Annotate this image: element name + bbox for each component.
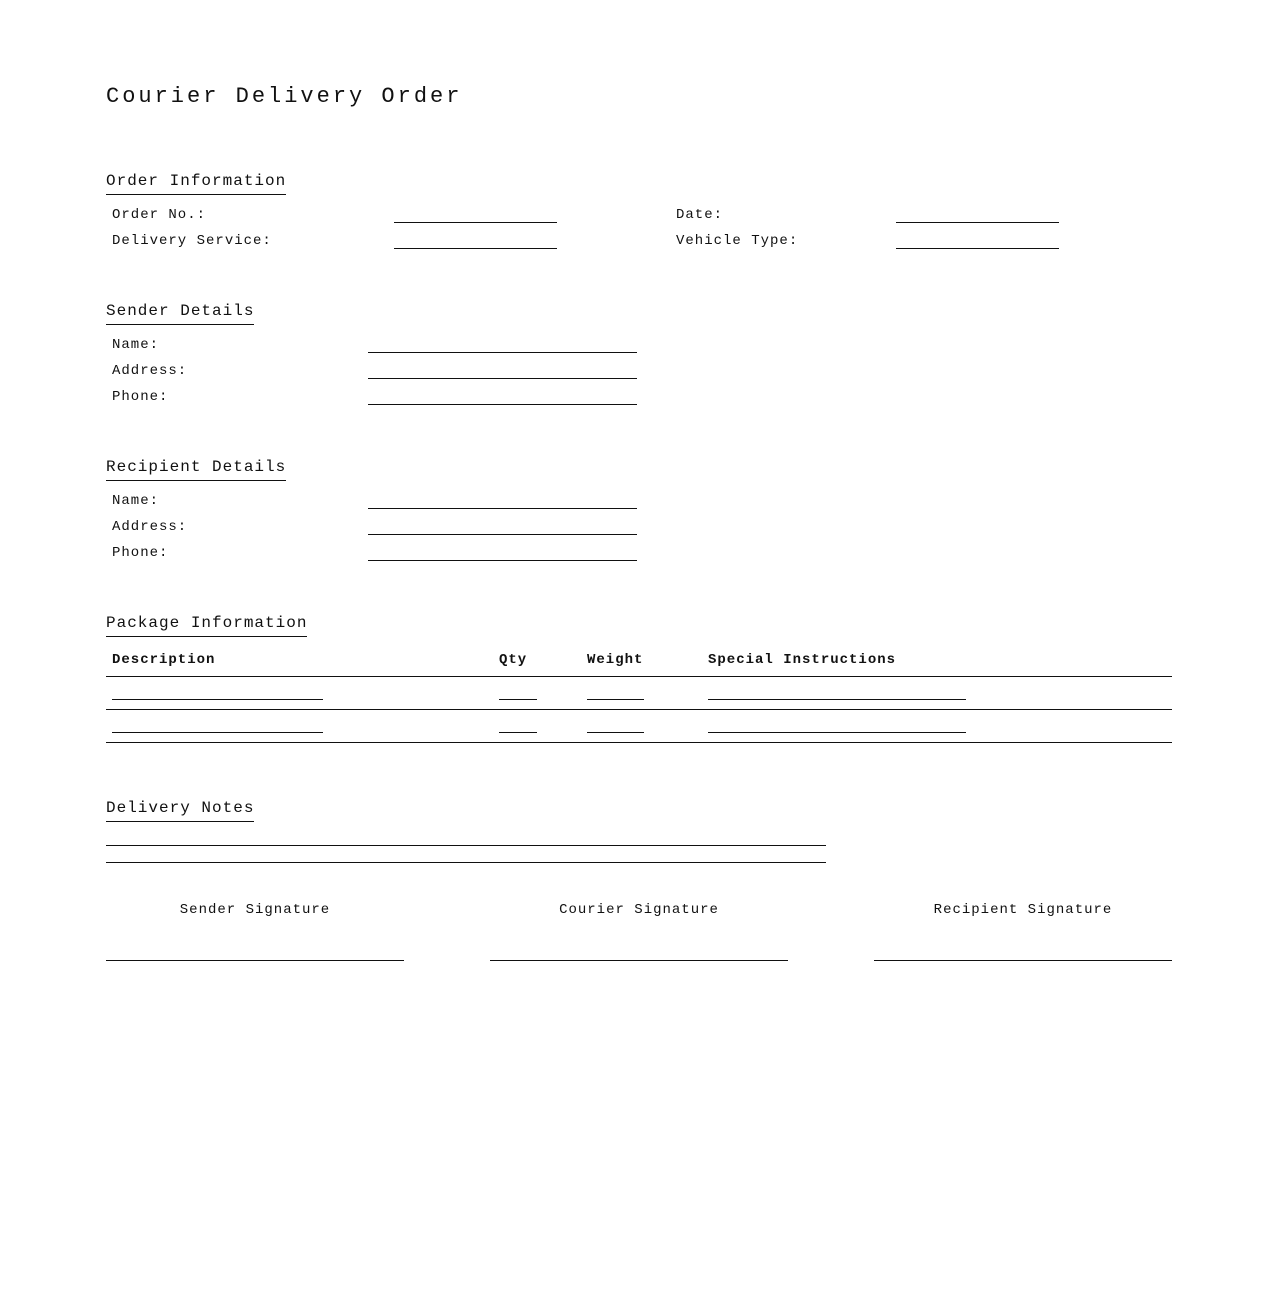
sender-address-label: Address:: [112, 363, 188, 379]
table-row-divider: [106, 709, 1172, 710]
column-header-qty: Qty: [499, 652, 528, 668]
row-2-special-instructions-field[interactable]: [708, 732, 966, 733]
column-header-special-instructions: Special Instructions: [708, 652, 897, 668]
recipient-address-label: Address:: [112, 519, 188, 535]
sender-address-field[interactable]: [368, 378, 637, 379]
row-2-weight-field[interactable]: [587, 732, 644, 733]
table-row-divider: [106, 742, 1172, 743]
order-no-field[interactable]: [394, 222, 557, 223]
page-title: Courier Delivery Order: [106, 84, 463, 109]
section-heading-package-information: Package Information: [106, 613, 307, 637]
column-header-description: Description: [112, 652, 216, 668]
recipient-phone-label: Phone:: [112, 545, 169, 561]
row-1-description-field[interactable]: [112, 699, 323, 700]
column-header-weight: Weight: [587, 652, 644, 668]
row-1-qty-field[interactable]: [499, 699, 537, 700]
row-2-description-field[interactable]: [112, 732, 323, 733]
table-header-divider: [106, 676, 1172, 677]
recipient-name-label: Name:: [112, 493, 160, 509]
order-no-label: Order No.:: [112, 207, 207, 223]
recipient-name-field[interactable]: [368, 508, 637, 509]
sender-name-label: Name:: [112, 337, 160, 353]
sender-phone-field[interactable]: [368, 404, 637, 405]
recipient-address-field[interactable]: [368, 534, 637, 535]
vehicle-type-label: Vehicle Type:: [676, 233, 799, 249]
delivery-service-field[interactable]: [394, 248, 557, 249]
delivery-notes-line-2[interactable]: [106, 862, 826, 863]
row-2-qty-field[interactable]: [499, 732, 537, 733]
sender-name-field[interactable]: [368, 352, 637, 353]
delivery-notes-line-1[interactable]: [106, 845, 826, 846]
sender-signature-label: Sender Signature: [179, 902, 331, 918]
recipient-signature-label: Recipient Signature: [933, 902, 1113, 918]
vehicle-type-field[interactable]: [896, 248, 1059, 249]
courier-signature-label: Courier Signature: [559, 902, 719, 918]
recipient-phone-field[interactable]: [368, 560, 637, 561]
sender-phone-label: Phone:: [112, 389, 169, 405]
date-field[interactable]: [896, 222, 1059, 223]
row-1-special-instructions-field[interactable]: [708, 699, 966, 700]
row-1-weight-field[interactable]: [587, 699, 644, 700]
section-heading-recipient-details: Recipient Details: [106, 457, 286, 481]
sender-signature-line[interactable]: [106, 960, 404, 961]
section-heading-delivery-notes: Delivery Notes: [106, 798, 254, 822]
section-heading-order-information: Order Information: [106, 171, 286, 195]
recipient-signature-line[interactable]: [874, 960, 1172, 961]
delivery-service-label: Delivery Service:: [112, 233, 272, 249]
courier-signature-line[interactable]: [490, 960, 788, 961]
date-label: Date:: [676, 207, 724, 223]
section-heading-sender-details: Sender Details: [106, 301, 254, 325]
